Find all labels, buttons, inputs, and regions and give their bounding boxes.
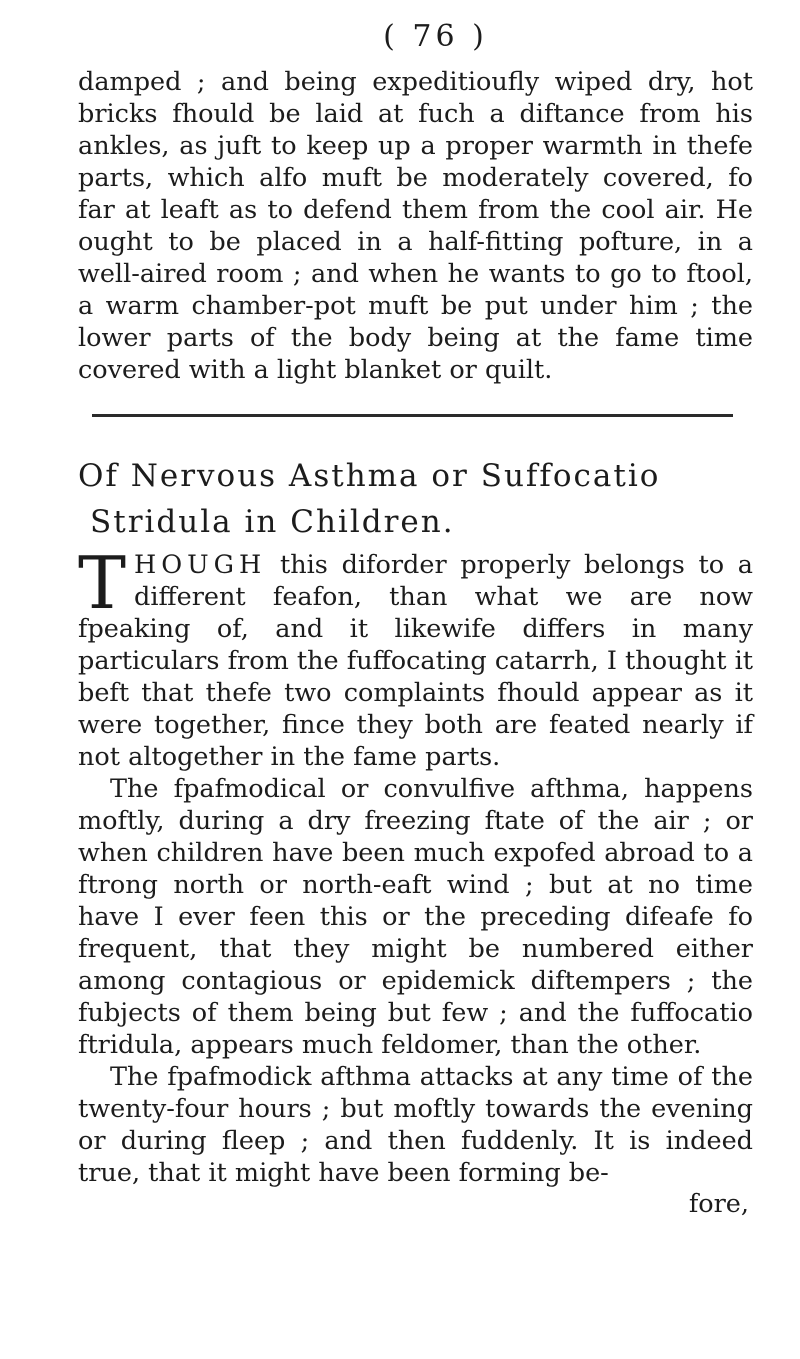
paragraph-1: damped ; and being expeditioufly wiped dry, hot bricks fhould be laid at fuch a diftance from his ankles, as juft to keep up a proper warmth in thefe parts, which alfo muft be moderately covered, fo far at leaft as to defend them from the cool air. He ought to be placed in a half-fitting pofture, in a well-aired room ; and when he wants to go to ftool, a warm chamber-pot muft be put under him ; the lower parts of the body being at the fame time covered with a light blanket or quilt. [78,67,753,385]
section-divider [92,414,733,417]
section-body [78,541,753,1219]
paragraph-4: The fpafmodick afthma attacks at any time of the twenty-four hours ; but moftly towards the evening or during fleep ; and then fuddenly. It is indeed true, that it might have been forming be- [78,1062,753,1188]
paragraph-2-lead: HOUGH [134,550,267,580]
drop-cap: T [78,541,127,625]
paragraph-2-text: this diforder properly belongs to a different feafon, than what we are now fpeaking of, and it likewife differs in many particulars from the fuffocating catarrh, I thought it beft that thefe two complaints fhould appear as it were together, fince they both are feated nearly if not altogether in the fame parts. [78,550,753,772]
book-page [78,14,753,1219]
paragraph-2 [78,541,753,773]
heading-line-1: Of Nervous Asthma or Suffocatio [78,458,661,494]
catchword: fore, [688,1189,749,1219]
page-number: ( 76 ) [383,19,488,54]
section-heading [78,453,753,545]
heading-line-2: Stridula in Children. [90,504,455,540]
paragraph-3: The fpafmodical or convulfive afthma, happens moftly, during a dry freezing ftate of the air ; or when children have been much expofed abroad to a ftrong north or north-eaft wind ; but at no time have I ever feen this or the preceding difeafe fo frequent, that they might be numbered either among contagious or epidemick diftempers ; the fubjects of them being but few ; and the fuffocatio ftridula, appears much feldomer, than the other. [78,774,753,1060]
